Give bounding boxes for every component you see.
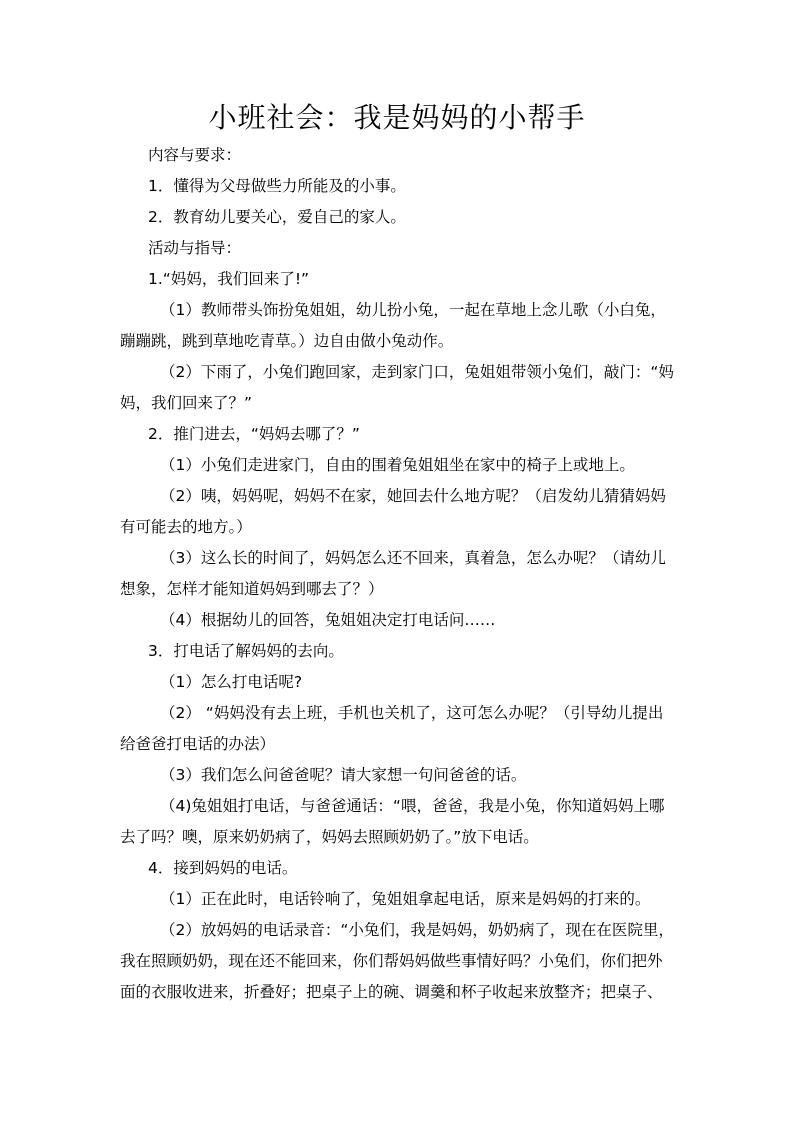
- paragraph-line: （4）根据幼儿的回答，兔姐姐决定打电话问……: [160, 611, 496, 629]
- paragraph-line: 去了吗？噢，原来奶奶病了，妈妈去照顾奶奶了。”放下电话。: [120, 828, 539, 846]
- paragraph-line: （2） “妈妈没有去上班，手机也关机了，这可怎么办呢？（引导幼儿提出: [160, 704, 664, 722]
- paragraph-line: 我在照顾奶奶，现在还不能回来，你们帮妈妈做些事情好吗？小兔们，你们把外: [120, 952, 663, 970]
- paragraph-line: （1）教师带头饰扮兔姐姐，幼儿扮小兔，一起在草地上念儿歌（小白兔，: [160, 301, 666, 319]
- paragraph-line: 蹦蹦跳，跳到草地吃青草。）边自由做小兔动作。: [120, 332, 454, 350]
- paragraph-line: （1）怎么打电话呢?: [160, 673, 303, 691]
- paragraph-line: （1）小兔们走进家门，自由的围着兔姐姐坐在家中的椅子上或地上。: [160, 456, 635, 474]
- page-title: 小班社会：我是妈妈的小帮手: [208, 101, 586, 134]
- paragraph-line: （3）这么长的时间了，妈妈怎么还不回来，真着急，怎么办呢？（请幼儿: [160, 549, 666, 567]
- requirement-item: 1．懂得为父母做些力所能及的小事。: [148, 177, 406, 195]
- step-heading: 3．打电话了解妈妈的去向。: [148, 642, 344, 660]
- paragraph-line: 妈，我们回来了？”: [120, 394, 253, 412]
- step-heading: 2．推门进去，“妈妈去哪了？”: [148, 425, 360, 443]
- paragraph-line: 想象，怎样才能知道妈妈到哪去了？）: [120, 580, 384, 598]
- paragraph-line: （4)兔姐姐打电话，与爸爸通话：“喂，爸爸，我是小兔，你知道妈妈上哪: [160, 797, 665, 815]
- paragraph-line: （2）咦，妈妈呢，妈妈不在家，她回去什么地方呢？（启发幼儿猜猜妈妈: [160, 487, 666, 505]
- paragraph-line: 有可能去的地方。）: [120, 518, 252, 536]
- requirement-item: 2．教育幼儿要关心，爱自己的家人。: [148, 208, 406, 226]
- step-heading: 1.“妈妈，我们回来了!”: [148, 270, 310, 288]
- step-heading: 4．接到妈妈的电话。: [148, 859, 298, 877]
- paragraph-line: （1）正在此时，电话铃响了，兔姐姐拿起电话，原来是妈妈的打来的。: [160, 890, 651, 908]
- paragraph-line: 面的衣服收进来，折叠好；把桌子上的碗、调羹和杯子收起来放整齐；把桌子、: [120, 983, 663, 1001]
- paragraph-line: （2）下雨了，小兔们跑回家，走到家门口，兔姐姐带领小兔们，敲门：“妈: [160, 363, 674, 381]
- paragraph-line: 给爸爸打电话的办法）: [120, 735, 276, 753]
- section-heading-activity: 活动与指导：: [148, 239, 242, 257]
- paragraph-line: （3）我们怎么问爸爸呢？请大家想一句问爸爸的话。: [160, 766, 527, 784]
- section-heading-content: 内容与要求：: [148, 146, 242, 164]
- document-body: [120, 140, 685, 1008]
- paragraph-line: （2）放妈妈的电话录音：“小兔们，我是妈妈，奶奶病了，现在在医院里，: [160, 921, 674, 939]
